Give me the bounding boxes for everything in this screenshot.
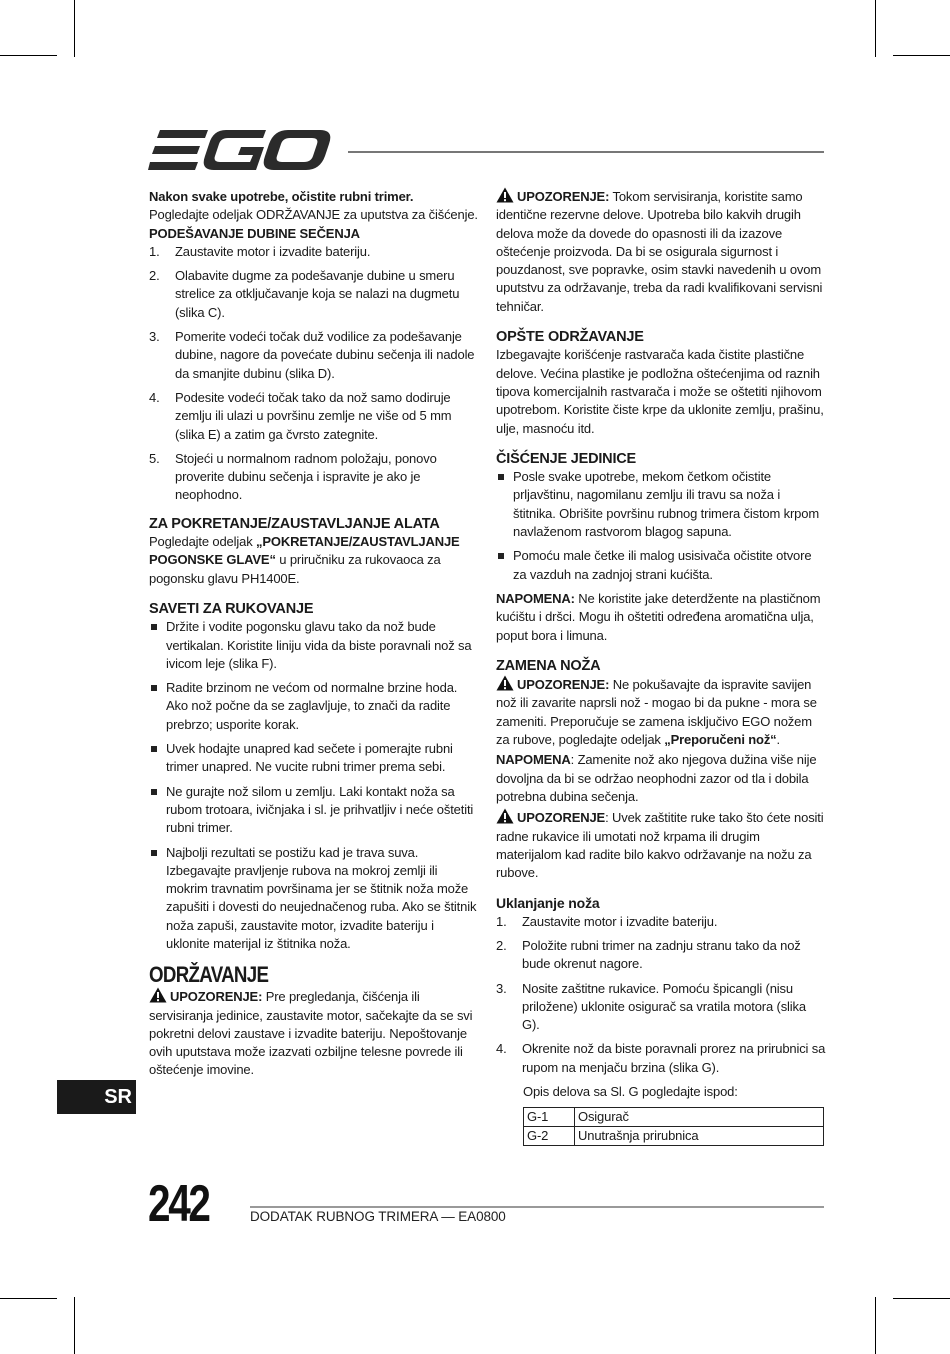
list-item [496,937,826,974]
bullet-icon [498,553,504,559]
step-number: 5. [149,450,160,466]
warning-label: UPOZORENJE: [517,189,610,204]
step-text: Nosite zaštitne rukavice. Pomoću špicangli (nisu priložene) uklonite osigurač sa vratila motora (slika G). [522,980,806,1033]
tip-text: Uvek hodajte unapred kad sečete i pomerajte rubni trimer unapred. Ne vucite rubni trimer prema sebi. [166,741,453,775]
warning-label: UPOZORENJE: [517,677,610,693]
list-item [149,618,479,673]
note-blade-length [496,751,826,806]
warning-text: Tokom servisiranja, koristite samo identične rezervne delove. Upotreba bilo kakvih drugih delova može da dovede do opasnosti ili da izazove oštećenje proizvoda. Da bi se osigurala sigurnost i pouzdanost, sve popravke, osim stavki navedenih u ovom uputstvu za održavanje, treba da radi kvalifikovani servisni tehničar. [496,189,823,314]
cleaning-text: Pomoću male četke ili malog usisivača očistite otvore za vazduh na zadnjoj strani kućišta. [513,548,812,582]
depth-heading: PODEŠAVANJE DUBINE SEČENJA [149,225,360,241]
tip-text: Najbolji rezultati se postižu kad je trava suva. Izbegavajte pravljenje rubova na mokroj zemlji ili mokrim travnatim površinama jer se štitnik noža može zapušiti i dovesti do neujednačenog ruba. Ako se štitnik noža zapuši, zaustavite motor, izvadite bateriju i uklonite materijal iz štitnika noža. [166,844,477,951]
warning-icon [496,808,514,824]
general-maintenance-heading: OPŠTE ODRŽAVANJE [496,329,644,346]
list-item [496,547,826,584]
lead-text: Nakon svake upotrebe, očistite rubni trimer. [149,189,414,204]
part-code: G-1 [524,1108,575,1127]
list-item [149,679,479,734]
step-number: 2. [149,268,160,284]
step-number: 2. [496,937,507,953]
gloves-warning [496,808,826,882]
list-item [149,328,479,383]
maintenance-heading: ODRŽAVANJE [149,962,269,988]
right-column [496,188,826,1146]
page-number: 242 [148,1175,209,1233]
crop-mark [74,1297,75,1354]
section-ref: „Preporučeni nož“ [664,732,777,748]
crop-mark [893,55,950,56]
step-number: 3. [496,980,507,996]
warning-icon [149,987,167,1003]
warning-text: Ne pokušavajte da ispravite savijen nož ili zavarite naprsli nož - mogao bi da pukne - mora se zameniti. Preporučuje se zamena isključivo EGO nožem za rubove, pogledajte odeljak [496,677,817,748]
warning-text: : Uvek zaštitite ruke tako što ćete nositi radne rukavice ili umotati nož krpama ili drugim materijalom kad radite bilo kakvo održavanje na nožu za rubove. [496,810,824,881]
note-text: Ne koristite jake deterdžente na plastičnom kućištu i dršci. Mogu ih oštetiti određena aromatična ulja, poput bora i limuna. [496,590,821,643]
tips-list [149,618,479,953]
lead-paragraph: Pogledajte odeljak ODRŽAVANJE za uputstva za čišćenje. [149,207,478,223]
step-text: Okrenite nož da biste poravnali prorez na prirubnici sa rupom na menjaču brzina (slika G). [522,1041,826,1075]
step-text: Pomerite vodeći točak duž vodilice za podešavanje dubine, nagore da povećate dubinu sečenja ili nadole da smanjite dubinu (slika D). [175,329,475,381]
blade-removal-heading: Uklanjanje noža [496,895,600,912]
warning-text: Pre pregledanja, čišćenja ili servisiranja jedinice, zaustavite motor, sačekajte da se svi pokretni delovi zaustave i izvadite bateriju. Nepoštovanje ovih uputstava može izazvati ozbiljne telesne povrede ili oštećenje imovine. [149,989,473,1078]
crop-mark [893,1298,950,1299]
header-rule [348,151,824,153]
bullet-icon [498,474,504,480]
tip-text: Držite i vodite pogonsku glavu tako da nož bude vertikalan. Koristite liniju vida da biste poravnali nož sa ivicom leje (slika F). [166,619,472,671]
crop-mark [0,55,57,56]
bullet-icon [151,746,157,752]
note-label: NAPOMENA [496,752,571,768]
cleaning-list [496,468,826,584]
crop-mark [875,1297,876,1354]
list-item [149,740,479,777]
left-column [149,188,479,1080]
cleaning-text: Posle svake upotrebe, mekom četkom očistite prljavštinu, nagomilanu zemlju ili travu sa noža i štitnika. Obrišite površinu rubnog trimera čistom krpom navlaženom rastvorom blagog sapuna. [513,469,820,540]
crop-mark [0,1298,57,1299]
step-number: 4. [149,389,160,405]
cleaning-heading: ČIŠĆENJE JEDINICE [496,450,637,467]
general-maintenance-text: Izbegavajte korišćenje rastvarača kada čistite plastične delove. Većina plastike je podložna oštećenjima od raznih tipova komercijalnih rastvarača i može se oštetiti njihovom upotrebom. Koristite čiste krpe da uklonite zemlju, prašinu, ulje, masnoću itd. [496,347,824,436]
table-row [524,1127,824,1146]
list-item [496,980,826,1035]
start-post: u priručniku za rukovaoca za pogonsku glavu PH1400E. [149,552,441,586]
bullet-icon [151,789,157,795]
blade-warning [496,675,826,749]
document-title: DODATAK RUBNOG TRIMERA — EA0800 [250,1209,506,1224]
start-section-ref: „POKRETANJE/ZAUSTAVLJANJE POGONSKE GLAVE“ [149,534,460,568]
warning-end: . [776,732,781,748]
list-item [149,243,479,261]
warning-label: UPOZORENJE [517,810,606,826]
step-text: Zaustavite motor i izvadite bateriju. [522,913,718,929]
note-label: NAPOMENA: [496,590,575,606]
part-name: Osigurač [575,1108,824,1127]
language-code: SR [104,1086,132,1108]
warning-label: UPOZORENJE: [170,989,263,1005]
step-number: 1. [149,243,160,259]
list-item [496,1040,826,1077]
tips-heading: SAVETI ZA RUKOVANJE [149,600,314,617]
start-pre: Pogledajte odeljak [149,534,257,550]
list-item [149,844,479,954]
step-text: Olabavite dugme za podešavanje dubine u smeru strelice za otključavanje koja se nalazi na dugmetu (slika C). [175,268,460,320]
language-tab [57,1080,136,1114]
blade-replacement-heading: ZAMENA NOŽA [496,657,601,674]
maintenance-warning [149,987,479,1079]
list-item [149,450,479,505]
crop-mark [875,0,876,57]
service-warning [496,187,826,316]
tip-text: Radite brzinom ne većom od normalne brzine hoda. Ako nož počne da se zaglavljuje, to znači da radite prebrzo; usporite korak. [166,680,458,732]
note-text: : Zamenite nož ako njegova dužina više nije dovoljna da bi se održao neophodni zazor od tla i dobila potrebna dubina sečenja. [496,752,817,804]
step-number: 1. [496,913,507,929]
warning-icon [496,187,514,203]
ego-logo [148,128,332,174]
tip-text: Ne gurajte nož silom u zemlju. Laki kontakt noža sa rubom trotoara, ivičnjaka i sl. je prihvatljiv i neće oštetiti rubni trimer. [166,783,474,836]
bullet-icon [151,685,157,691]
part-name: Unutrašnja prirubnica [575,1127,824,1146]
list-item [496,913,826,931]
step-text: Podesite vodeći točak tako da nož samo dodiruje zemlju ili ulazi u površinu zemlje ne više od 5 mm (slika E) a zatim ga čvrsto zategnite. [175,389,452,442]
list-item [149,783,479,838]
depth-steps [149,243,479,505]
step-number: 3. [149,329,160,345]
bullet-icon [151,850,157,856]
part-code: G-2 [524,1127,575,1146]
warning-icon [496,675,514,691]
start-paragraph [149,533,479,588]
parts-intro: Opis delova sa Sl. G pogledajte ispod: [523,1084,738,1100]
footer-rule [250,1206,824,1208]
note-plastic [496,590,826,645]
table-row [524,1108,824,1127]
step-text: Stojeći u normalnom radnom položaju, ponovo proverite dubinu sečenja i ispravite je ako je neophodno. [175,450,437,503]
step-text: Zaustavite motor i izvadite bateriju. [175,243,371,259]
list-item [496,468,826,541]
parts-table [523,1107,824,1146]
list-item [149,389,479,444]
step-text: Položite rubni trimer na zadnju stranu tako da nož bude okrenut nagore. [522,937,801,972]
start-heading: ZA POKRETANJE/ZAUSTAVLJANJE ALATA [149,515,440,532]
step-number: 4. [496,1041,507,1057]
crop-mark [74,0,75,57]
bullet-icon [151,624,157,630]
list-item [149,267,479,322]
removal-steps [496,913,826,1077]
